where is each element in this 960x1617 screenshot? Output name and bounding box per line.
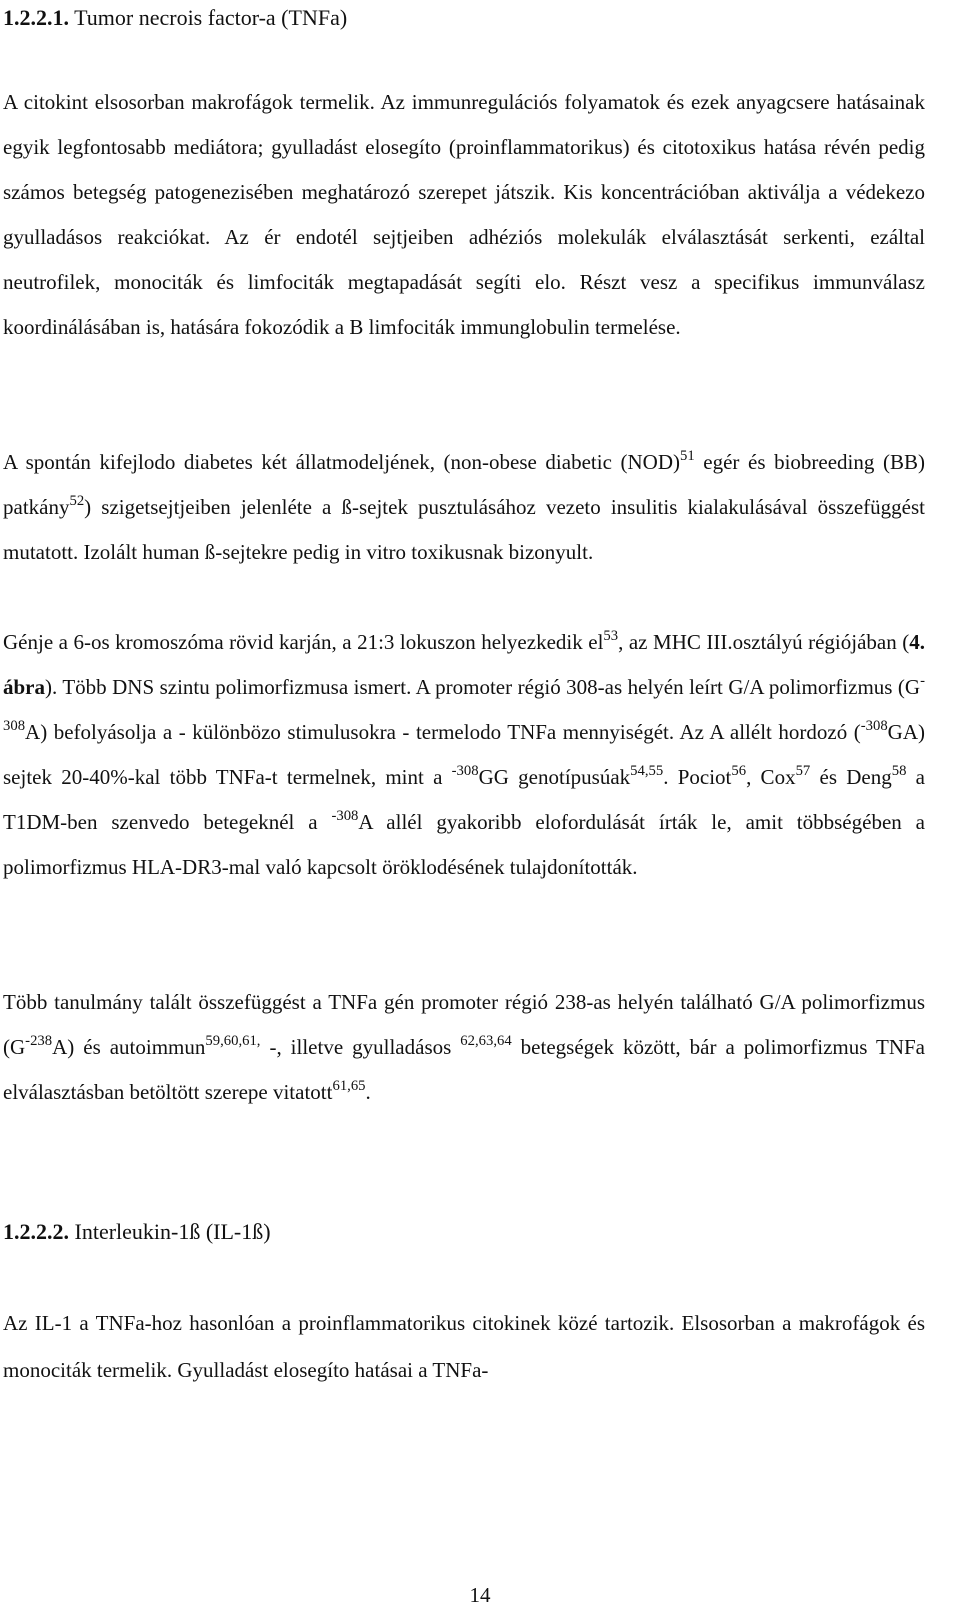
paragraph-animal-models: A spontán kifejlodo diabetes két állatmodeljének, (non-obese diabetic (NOD)$^{51}$ egér és biobreeding (BB) patkány$^{52}$) szigetsejtjeiben jelenléte a ß-sejtek pusztulásához vezeto insulitis kialakulásával összefüggést mutatott. Izolált human ß-sejtekre pedig in vitro toxikusnak bizonyult. [3, 447, 925, 564]
citation: 58 [891, 762, 907, 779]
citation: 54,55 [630, 762, 664, 779]
section-title: Interleukin-1ß (IL-1ß) [74, 1219, 271, 1244]
citation: 61,65 [332, 1077, 366, 1094]
paragraph-il1-intro: Az IL-1 a TNFa-hoz hasonlóan a proinflammatorikus citokinek közé tartozik. Elsosorban a makrofágok és monociták termelik. Gyulladást elosegíto hatásai a TNFa- [3, 1311, 925, 1382]
figure-reference: 4. ábra [3, 630, 925, 699]
section-heading-il1b [3, 1217, 271, 1247]
paragraph-gene-polymorphism: Génje a 6-os kromoszóma rövid karján, a 21:3 lokuszon helyezkedik $el^{53}$, az MHC III.osztályú régiójában (4. ábra). Több DNS szintu polimorfizmusa ismert. A promoter régió 308-as helyén leírt G/A polimorfizmus $(G^{-308}A)$ befolyásolja a - különbözo stimulusokra - termelodo TNFa mennyiségét. Az A allélt hordozó ($^{-308}$GA) sejtek 20-40%-kal több TNFa-t termelnek, mint a $^{-308}$GG genotípusúak$^{54,55}$. Pociot$^{56}$, Cox$^{57}$ és Deng$^{58}$ a T1DM-ben szenvedo betegeknél a $^{-308}$A allél gyakoribb elofordulását írták le, amit többségében a polimorfizmus HLA-DR3-mal való kapcsolt öröklodésének tulajdonították. [3, 627, 926, 879]
citation: 57 [795, 762, 811, 779]
section-number: 1.2.2.2. [3, 1219, 69, 1244]
citation: 51 [679, 447, 695, 464]
page-number: 14 [469, 1583, 491, 1607]
citation: 53 [603, 627, 619, 644]
citation: 62,63,64 [460, 1032, 512, 1049]
paragraph-g238a: Több tanulmány talált összefüggést a TNFa gén promoter régió 238-as helyén található G/A polimorfizmus $(G^{-238}A)$ és autoimmun$^{59,60,61,}$ -, illetve gyulladásos $^{62,63,64}$ betegségek között, bár a polimorfizmus TNFa elválasztásban betöltött szerepe vitatott$^{61,65}$. [3, 990, 926, 1104]
citation: 52 [69, 492, 85, 509]
section-number: 1.2.2.1. [3, 5, 69, 30]
section-heading-tnfa [3, 3, 347, 33]
citation: 59,60,61, [205, 1032, 261, 1049]
citation: 56 [731, 762, 747, 779]
paragraph-tnfa-intro: A citokint elsosorban makrofágok termelik. Az immunregulációs folyamatok és ezek anyagcsere hatásainak egyik legfontosabb mediátora; gyulladást elosegíto (proinflammatorikus) és citotoxikus hatása révén pedig számos betegség patogenezisében meghatározó szerepet játszik. Kis koncentrációban aktiválja a védekezo gyulladásos reakciókat. Az ér endotél sejtjeiben adhéziós molekulák elválasztását serkenti, ezáltal neutrofilek, monociták és limfociták megtapadását segíti elo. Részt vesz a specifikus immunválasz koordinálásában is, hatására fokozódik a B limfociták immunglobulin termelése. [3, 90, 925, 339]
section-title: Tumor necrois factor-a (TNFa) [74, 5, 348, 30]
